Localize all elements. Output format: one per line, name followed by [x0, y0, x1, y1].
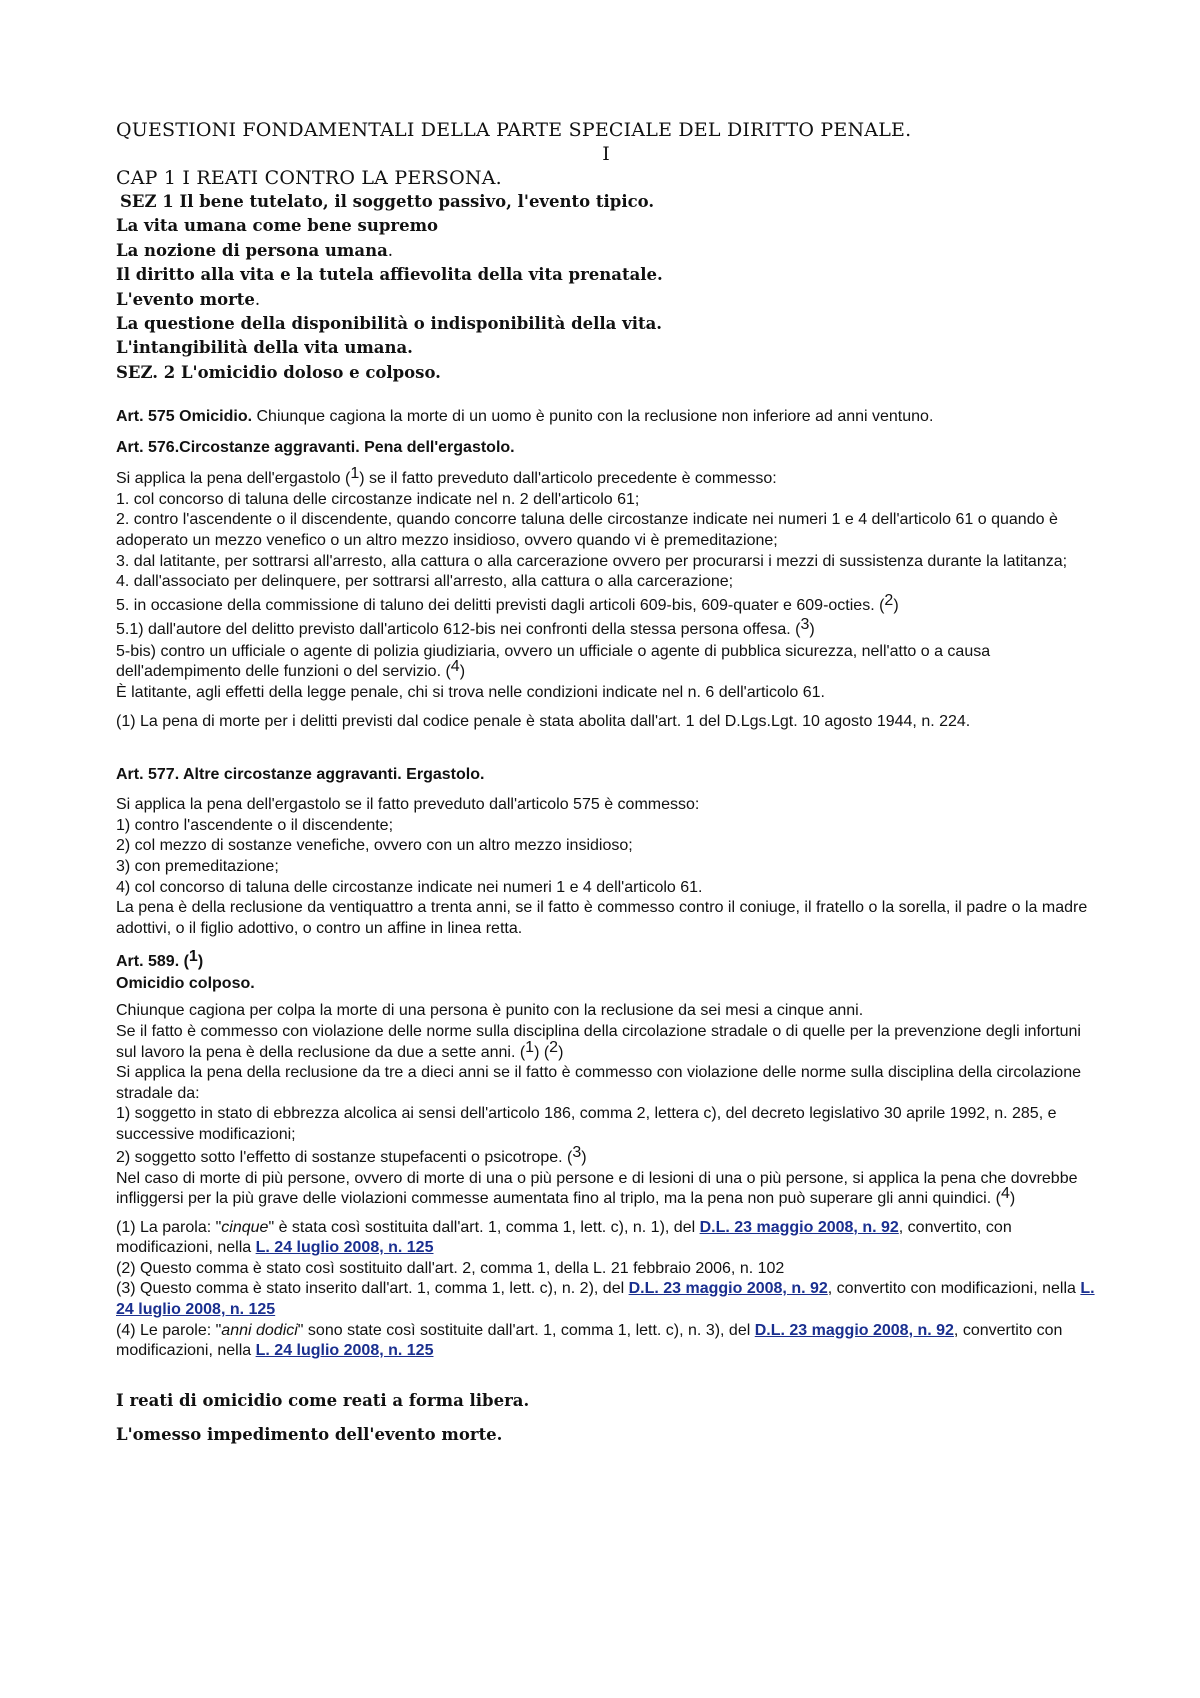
- art-576-body: Si applica la pena dell'ergastolo (1) se il fatto preveduto dall'articolo precedente è commesso: 1. col concorso di taluna delle circostanze indicate nel n. 2 dell'articolo 61; 2. contro l'ascendente o il discendente, quando concorre taluna delle circostanze indicate nei numeri 1 e 4 dell'articolo 61 o quando è adoperato un mezzo venefico o un altro mezzo insidioso, ovvero quando vi è premeditazione; 3. dal latitante, per sottrarsi all'arresto, alla cattura o alla carcerazione ovvero per procurarsi i mezzi di sussistenza durante la latitanza; 4. dall'associato per delinquere, per sottrarsi all'arresto, alla cattura o alla carcerazione; 5. in occasione della commissione di taluno dei delitti previsti dagli articoli 609-bis, 609-quater e 609-octies. (2) 5.1) dall'autore del delitto previsto dall'articolo 612-bis nei confronti della stessa persona offesa. (3) 5-bis) contro un ufficiale o agente di polizia giudiziaria, ovvero un ufficiale o agente di pubblica sicurezza, nell'atto o a causa dell'adempimento delle funzioni o del servizio. (4) È latitante, agli effetti della legge penale, chi si trova nelle condizioni indicate nel n. 6 dell'articolo 61. (1) La pena di morte per i delitti previsti dal codice penale è stata abolita dall'art. 1 del D.Lgs.Lgt. 10 agosto 1944, n. 224.: [116, 468, 1096, 732]
- outline-item: SEZ 1 Il bene tutelato, il soggetto passivo, l'evento tipico.: [120, 192, 655, 211]
- art-576-heading: Art. 576.Circostanze aggravanti. Pena dell'ergastolo.: [116, 438, 515, 456]
- closing-heading-2: L'omesso impedimento dell'evento morte.: [116, 1424, 503, 1444]
- art-589-heading: Art. 589. (1): [116, 948, 204, 971]
- art-589-footnotes: [116, 1218, 1096, 1362]
- document-page: [116, 118, 1096, 1446]
- footnote-2: (2) Questo comma è stato così sostituito dall'art. 2, comma 1, della L. 21 febbraio 2006, n. 102: [116, 1259, 785, 1277]
- art-589-body: Chiunque cagiona per colpa la morte di una persona è punito con la reclusione da sei mesi a cinque anni. Se il fatto è commesso con violazione delle norme sulla disciplina della circolazione stradale o di quelle per la prevenzione degli infortuni sul lavoro la pena è della reclusione da due a sette anni. (1) (2) Si applica la pena della reclusione da tre a dieci anni se il fatto è commesso con violazione delle norme sulla disciplina della circolazione stradale da: 1) soggetto in stato di ebbrezza alcolica ai sensi dell'articolo 186, comma 2, lettera c), del decreto legislativo 30 aprile 1992, n. 285, e successive modificazioni; 2) soggetto sotto l'effetto di sostanze stupefacenti o psicotrope. (3) Nel caso di morte di più persone, ovvero di morte di una o più persone e di lesioni di una o più persone, si applica la pena che dovrebbe infliggersi per la più grave delle violazioni commesse aumentata fino al triplo, ma la pena non può superare gli anni quindici. (4): [116, 1002, 1081, 1208]
- outline-item: L'evento morte.: [116, 289, 261, 309]
- link-dl-92-2008[interactable]: D.L. 23 maggio 2008, n. 92: [628, 1280, 828, 1298]
- section-outline: [116, 190, 1096, 385]
- art-575-text: Chiunque cagiona la morte di un uomo è punito con la reclusione non inferiore ad anni ventuno.: [252, 408, 934, 426]
- footnote-4: (4) Le parole: "anni dodici" sono state così sostituite dall'art. 1, comma 1, lett. c), n. 3), del D.L. 23 maggio 2008, n. 92, convertito con modificazioni, nella L. 24 luglio 2008, n. 125: [116, 1321, 1063, 1360]
- footnote-3: (3) Questo comma è stato inserito dall'art. 1, comma 1, lett. c), n. 2), del D.L. 23 maggio 2008, n. 92, convertito con modificazioni, nella L. 24 luglio 2008, n. 125: [116, 1280, 1095, 1319]
- art-577-body: Si applica la pena dell'ergastolo se il fatto preveduto dall'articolo 575 è commesso: 1) contro l'ascendente o il discendente; 2) col mezzo di sostanze venefiche, ovvero con un altro mezzo insidioso; 3) con premeditazione; 4) col concorso di taluna delle circostanze indicate nei numeri 1 e 4 dell'articolo 61. La pena è della reclusione da ventiquattro a trenta anni, se il fatto è commesso contro il coniuge, il fratello o la sorella, il padre o la madre adottivi, o il figlio adottivo, o contro un affine in linea retta.: [116, 796, 1088, 937]
- art-589-title: Omicidio colposo.: [116, 975, 255, 993]
- link-l-125-2008[interactable]: L. 24 luglio 2008, n. 125: [255, 1239, 434, 1257]
- outline-item: L'intangibilità della vita umana.: [116, 338, 413, 358]
- link-l-125-2008[interactable]: L. 24 luglio 2008, n. 125: [116, 1280, 1095, 1319]
- document-title: QUESTIONI FONDAMENTALI DELLA PARTE SPECIALE DEL DIRITTO PENALE.: [116, 119, 912, 141]
- art-575: [116, 407, 1096, 428]
- link-l-125-2008[interactable]: L. 24 luglio 2008, n. 125: [255, 1342, 434, 1360]
- outline-item: La questione della disponibilità o indisponibilità della vita.: [116, 314, 663, 334]
- footnote-1: (1) La parola: "cinque" è stata così sostituita dall'art. 1, comma 1, lett. c), n. 1), del D.L. 23 maggio 2008, n. 92, convertito, con modificazioni, nella L. 24 luglio 2008, n. 125: [116, 1218, 1012, 1257]
- art-575-heading: Art. 575 Omicidio.: [116, 408, 253, 426]
- art-576-footnote: (1) La pena di morte per i delitti previsti dal codice penale è stata abolita dall'art. 1 del D.Lgs.Lgt. 10 agosto 1944, n. 224.: [116, 712, 971, 730]
- link-dl-92-2008[interactable]: D.L. 23 maggio 2008, n. 92: [699, 1218, 899, 1236]
- roman-numeral: I: [602, 143, 610, 165]
- outline-item: Il diritto alla vita e la tutela affievolita della vita prenatale.: [116, 265, 663, 285]
- outline-item: La vita umana come bene supremo: [116, 216, 439, 236]
- closing-heading-1: I reati di omicidio come reati a forma libera.: [116, 1390, 530, 1410]
- link-dl-92-2008[interactable]: D.L. 23 maggio 2008, n. 92: [754, 1321, 954, 1339]
- outline-item: SEZ. 2 L'omicidio doloso e colposo.: [116, 362, 441, 382]
- art-577-heading: Art. 577. Altre circostanze aggravanti. Ergastolo.: [116, 766, 485, 784]
- chapter-heading: CAP 1 I REATI CONTRO LA PERSONA.: [116, 167, 502, 189]
- outline-item: La nozione di persona umana.: [116, 240, 394, 260]
